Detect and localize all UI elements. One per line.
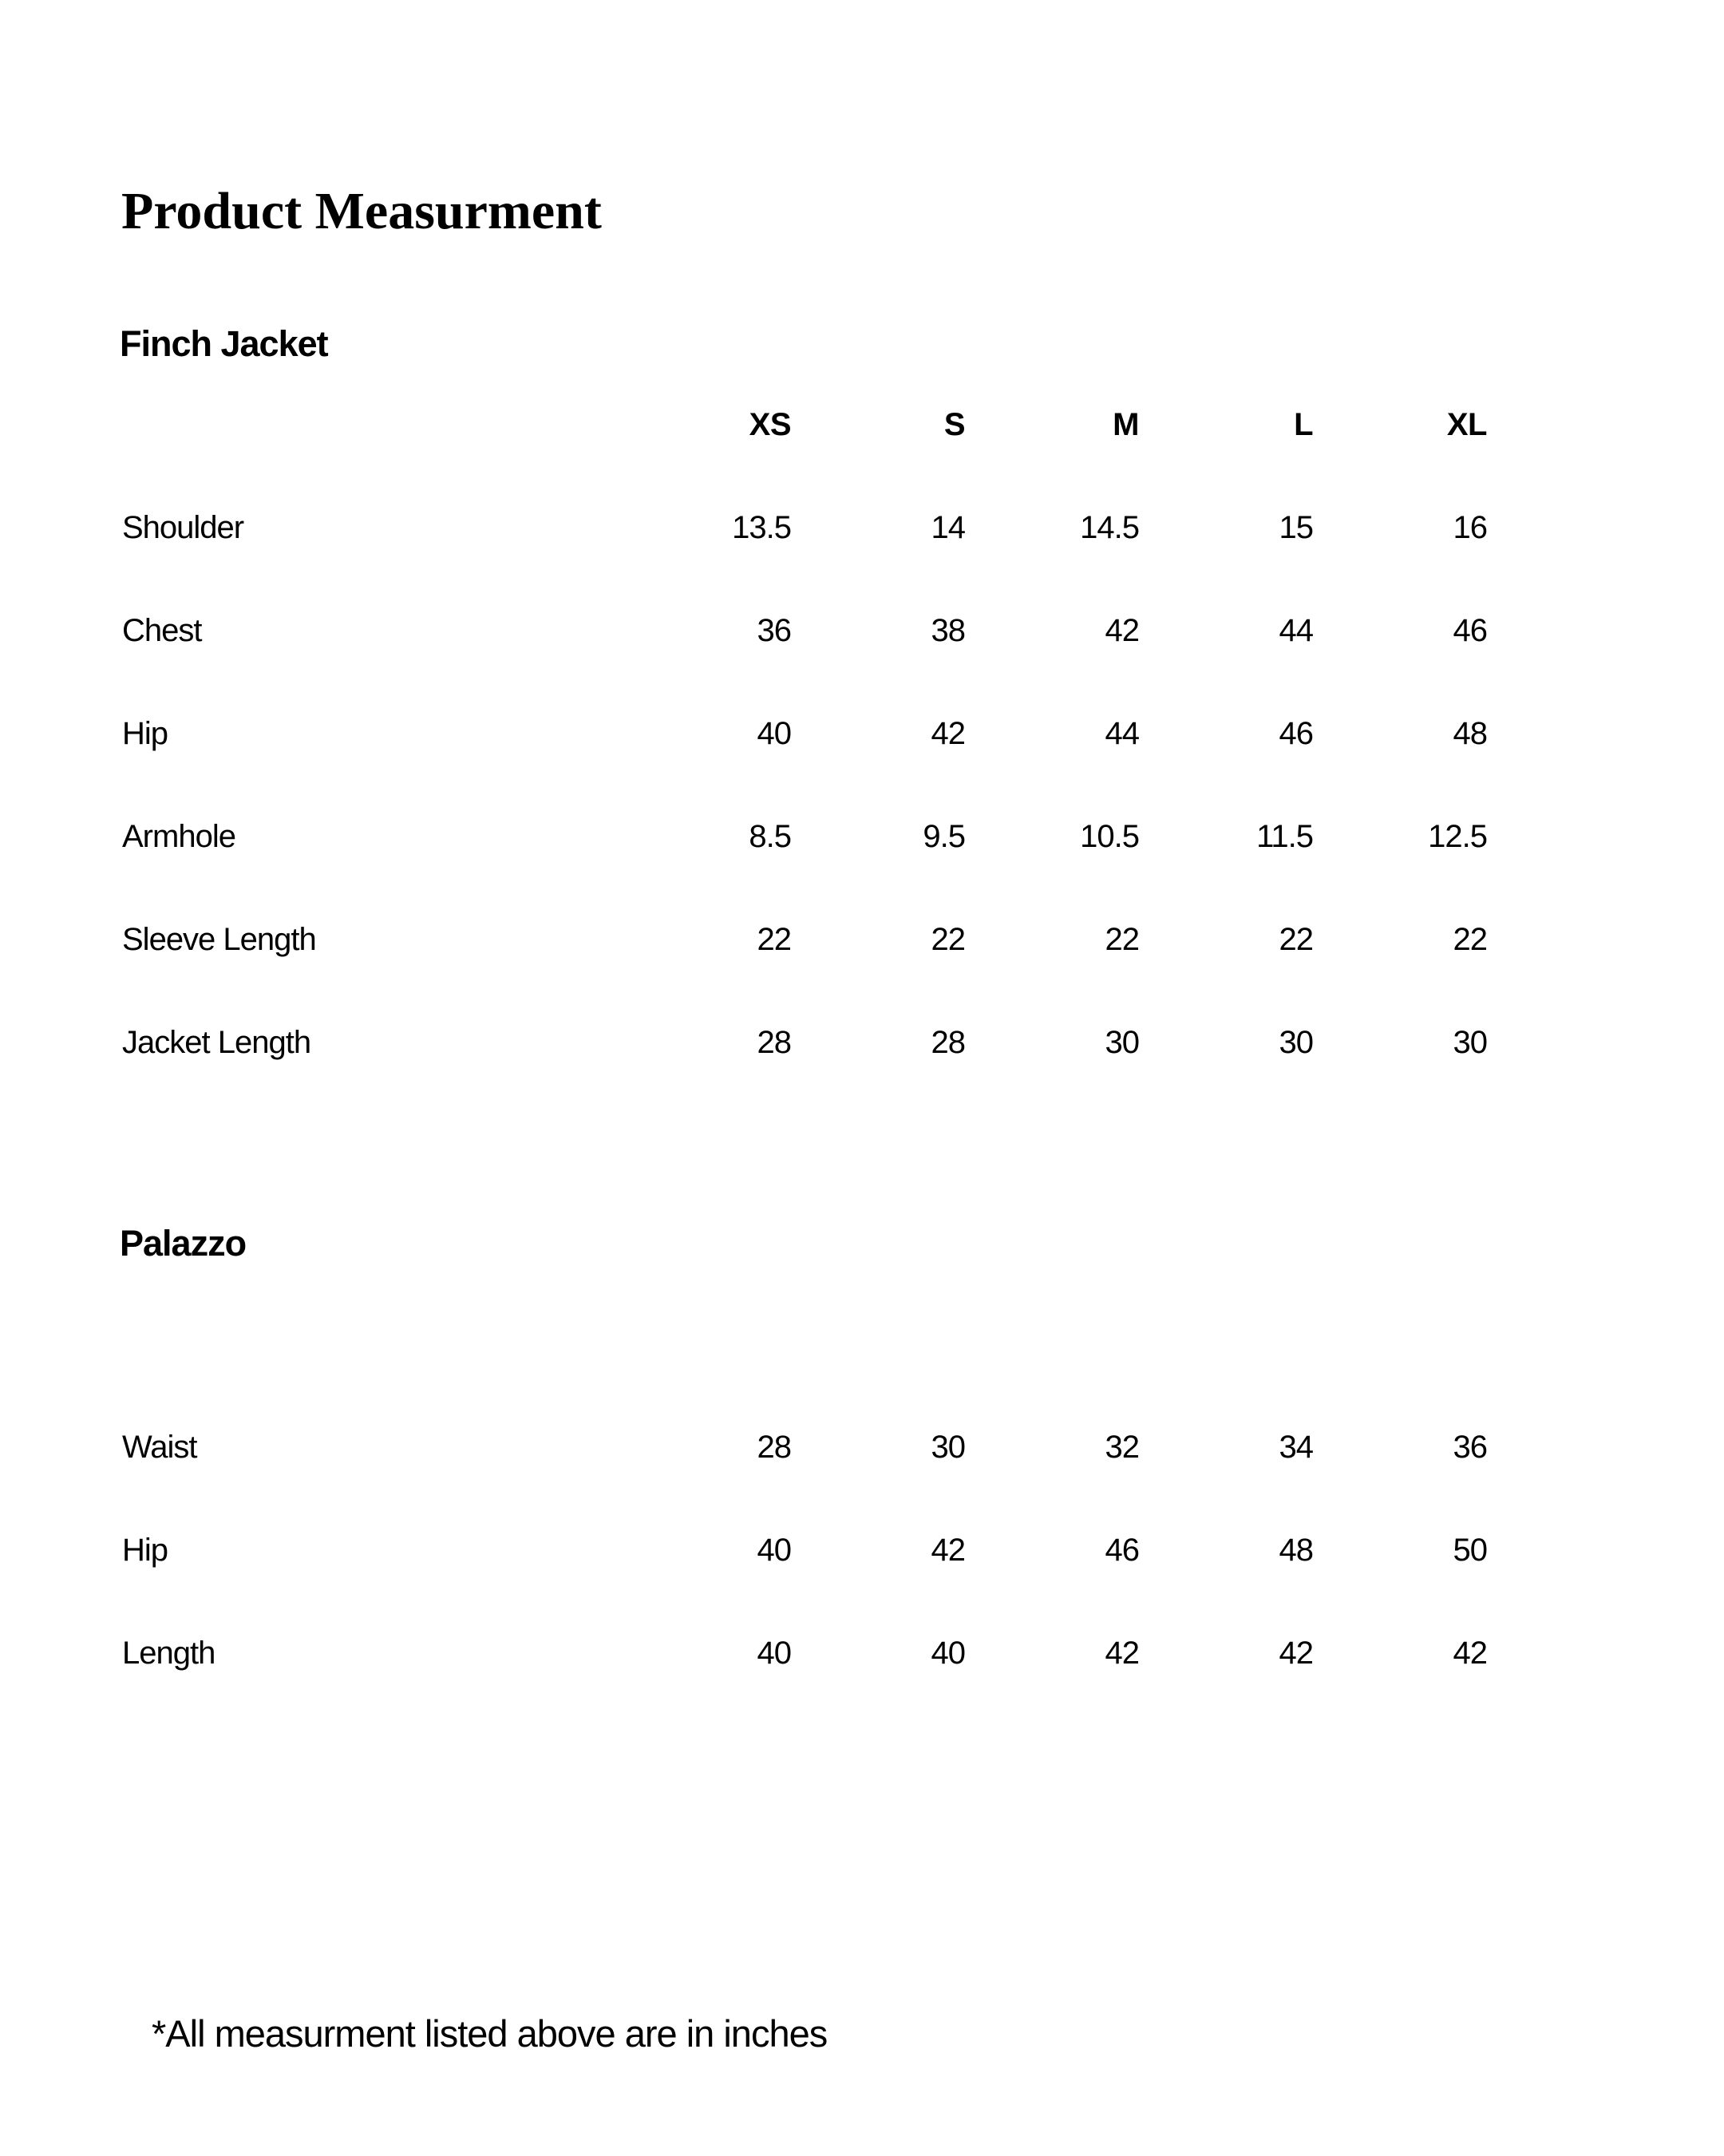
measurement-row [122,579,1487,682]
measurement-row-label: Jacket Length [122,1024,311,1060]
measurement-value: 34 [1279,1429,1313,1465]
measurement-value: 42 [931,715,965,751]
size-header-row [122,373,1487,476]
measurement-value: 36 [1453,1429,1487,1465]
measurement-row [122,682,1487,785]
measurement-value: 50 [1453,1532,1487,1568]
measurement-value: 42 [1105,1635,1139,1671]
measurement-value: 40 [757,1532,791,1568]
measurement-value: 14.5 [1080,509,1139,545]
size-header-cell: XS [749,406,791,442]
measurement-value: 28 [931,1024,965,1060]
measurement-value: 44 [1279,612,1313,648]
section-title-finch-jacket: Finch Jacket [120,323,328,364]
measurement-value: 12.5 [1428,818,1487,854]
measurement-value: 46 [1105,1532,1139,1568]
measurement-value: 30 [931,1429,965,1465]
measurement-value: 22 [1279,921,1313,957]
measurement-value: 13.5 [732,509,791,545]
measurement-value: 30 [1105,1024,1139,1060]
measurement-value: 46 [1279,715,1313,751]
measurement-value: 22 [1453,921,1487,957]
measurement-value: 30 [1453,1024,1487,1060]
measurement-row [122,888,1487,991]
measurement-row-label: Hip [122,715,168,751]
measurement-row-label: Armhole [122,818,235,854]
measurement-value: 22 [1105,921,1139,957]
measurement-value: 10.5 [1080,818,1139,854]
measurement-value: 42 [931,1532,965,1568]
finch-jacket-size-table [122,373,1487,1094]
measurement-value: 44 [1105,715,1139,751]
measurement-value: 8.5 [749,818,791,854]
measurement-value: 48 [1453,715,1487,751]
measurement-value: 15 [1279,509,1313,545]
measurement-row [122,785,1487,888]
measurement-value: 30 [1279,1024,1313,1060]
measurement-value: 28 [757,1024,791,1060]
measurement-row [122,476,1487,579]
units-footnote: *All measurment listed above are in inches [152,2012,828,2055]
measurement-value: 42 [1105,612,1139,648]
measurement-row [122,991,1487,1094]
size-header-cell: S [943,406,965,442]
measurement-row [122,1601,1487,1704]
measurement-value: 36 [757,612,791,648]
measurement-value: 32 [1105,1429,1139,1465]
measurement-row-label: Chest [122,612,202,648]
measurement-value: 42 [1279,1635,1313,1671]
measurement-row [122,1498,1487,1601]
measurement-row-label: Hip [122,1532,168,1568]
size-header-cell: L [1294,406,1313,442]
measurement-value: 22 [931,921,965,957]
measurement-value: 16 [1453,509,1487,545]
measurement-value: 22 [757,921,791,957]
size-header-cell: M [1113,406,1139,442]
measurement-row [122,1395,1487,1498]
measurement-value: 40 [757,1635,791,1671]
measurement-value: 11.5 [1256,818,1313,854]
measurement-value: 48 [1279,1532,1313,1568]
measurement-value: 14 [931,509,965,545]
measurement-value: 40 [931,1635,965,1671]
measurement-value: 28 [757,1429,791,1465]
measurement-value: 42 [1453,1635,1487,1671]
measurement-value: 40 [757,715,791,751]
section-title-palazzo: Palazzo [120,1223,247,1264]
measurement-value: 46 [1453,612,1487,648]
size-header-cell: XL [1446,406,1487,442]
palazzo-size-table [122,1395,1487,1704]
measurement-value: 38 [931,612,965,648]
measurement-row-label: Shoulder [122,509,244,545]
measurement-row-label: Sleeve Length [122,921,316,957]
measurement-value: 9.5 [923,818,965,854]
measurement-row-label: Length [122,1635,216,1671]
page-title: Product Measurment [121,182,602,240]
measurement-row-label: Waist [122,1429,197,1465]
